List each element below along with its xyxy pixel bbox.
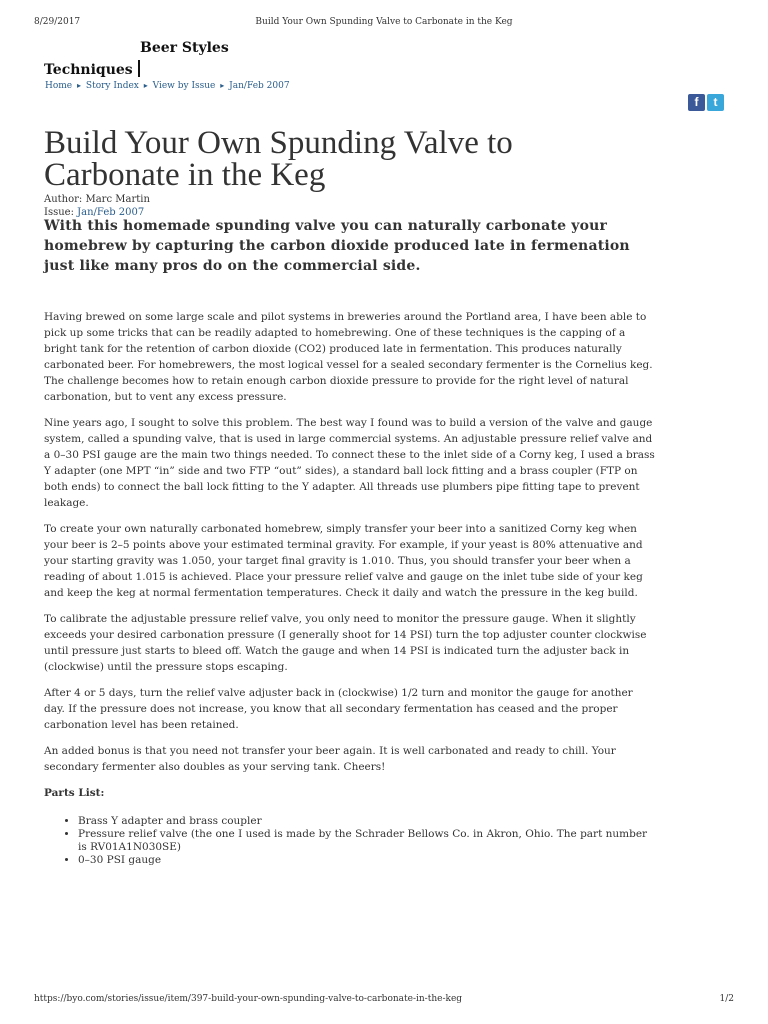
paragraph: Having brewed on some large scale and pilot systems in breweries around the Portland area, I have been able to pick up some tricks that can be readily adapted to homebrewing. One of these techniques is the capping of a bright tank for the retention of carbon dioxide (CO2) produced late in fermentation. This produces naturally carbonated beer. For homebrewers, the most logical vessel for a sealed secondary fermenter is the Cornelius keg. The challenge becomes how to retain enough carbon dioxide pressure to provide for the right level of natural carbonation, but to vent any excess pressure. <box>44 311 653 403</box>
issue-label: Issue: <box>44 207 74 218</box>
nav-beer-styles[interactable]: Beer Styles <box>140 40 229 56</box>
parts-list-heading: Parts List: <box>44 787 105 799</box>
breadcrumb-view-by-issue[interactable]: View by Issue <box>152 81 216 91</box>
paragraph: To calibrate the adjustable pressure relief valve, you only need to monitor the pressure gauge. When it slightly exceeds your desired carbonation pressure (I generally shoot for 14 PSI) turn the top adjuster counter clockwise until pressure just starts to bleed off. Watch the gauge and when 14 PSI is indicated turn the adjuster back in (clockwise) until the pressure stops escaping. <box>44 613 647 673</box>
print-date: 8/29/2017 <box>34 17 81 27</box>
breadcrumb <box>45 81 290 91</box>
issue-link[interactable]: Jan/Feb 2007 <box>77 207 145 218</box>
paragraph: An added bonus is that you need not transfer your beer again. It is well carbonated and ready to chill. Your secondary fermenter also doubles as your serving tank. Cheers! <box>44 745 616 773</box>
nav-techniques-label[interactable]: Techniques <box>44 62 133 78</box>
print-header-title: Build Your Own Spunding Valve to Carbonate in the Keg <box>255 17 513 27</box>
breadcrumb-arrow-icon: ▸ <box>220 81 225 90</box>
article-title: Build Your Own Spunding Valve to Carbonate in the Keg <box>44 125 513 193</box>
author-line <box>44 193 150 206</box>
twitter-icon[interactable]: t <box>707 94 724 111</box>
list-item: • Pressure relief valve (the one I used is made by the Schrader Bellows Co. in Akron, Ohio. The part number is RV01A1N030SE) <box>78 828 656 854</box>
paragraph: After 4 or 5 days, turn the relief valve adjuster back in (clockwise) 1/2 turn and monitor the gauge for another day. If the pressure does not increase, you know that all secondary fermentation has ceased and the proper carbonation level has been retained. <box>44 687 633 731</box>
paragraph: Nine years ago, I sought to solve this problem. The best way I found was to build a version of the valve and gauge system, called a spunding valve, that is used in large commercial systems. An adjustable pressure relief valve and a 0–30 PSI gauge are the main two things needed. To connect these to the inlet side of a Corny keg, I used a brass Y adapter (one MPT “in” side and two FTP “out” sides), a standard ball lock fitting and a brass coupler (FTP on both ends) to connect the ball lock fitting to the Y adapter. All threads use plumbers pipe fitting tape to prevent leakage. <box>44 417 655 509</box>
facebook-icon[interactable]: f <box>688 94 705 111</box>
social-share <box>688 91 726 111</box>
nav-divider <box>138 60 140 77</box>
list-item: • 0–30 PSI gauge <box>78 854 656 867</box>
breadcrumb-arrow-icon: ▸ <box>143 81 148 90</box>
author-name: Marc Martin <box>85 194 150 205</box>
print-footer-url: https://byo.com/stories/issue/item/397-build-your-own-spunding-valve-to-carbonate-in-the-keg <box>34 994 463 1004</box>
list-item: • Brass Y adapter and brass coupler <box>78 815 656 828</box>
parts-list <box>44 815 656 867</box>
breadcrumb-home[interactable]: Home <box>45 81 73 91</box>
breadcrumb-story-index[interactable]: Story Index <box>85 81 139 91</box>
breadcrumb-issue[interactable]: Jan/Feb 2007 <box>229 81 290 91</box>
nav-techniques[interactable] <box>44 60 140 78</box>
article-body <box>44 309 656 867</box>
print-page-number: 1/2 <box>719 994 734 1004</box>
paragraph: To create your own naturally carbonated homebrew, simply transfer your beer into a sanitized Corny keg when your beer is 2–5 points above your estimated terminal gravity. For example, if your yeast is 80% attenuative and your starting gravity was 1.050, your target final gravity is 1.010. Thus, you should transfer your beer when a reading of about 1.015 is achieved. Place your pressure relief valve and gauge on the inlet tube side of your keg and keep the keg at normal fermentation temperatures. Check it daily and watch the pressure in the keg build. <box>44 523 643 599</box>
breadcrumb-arrow-icon: ▸ <box>77 81 82 90</box>
author-label: Author: <box>44 194 83 205</box>
article-dek: With this homemade spunding valve you can naturally carbonate your homebrew by capturing the carbon dioxide produced late in fermenation just like many pros do on the commercial side. <box>44 218 630 274</box>
